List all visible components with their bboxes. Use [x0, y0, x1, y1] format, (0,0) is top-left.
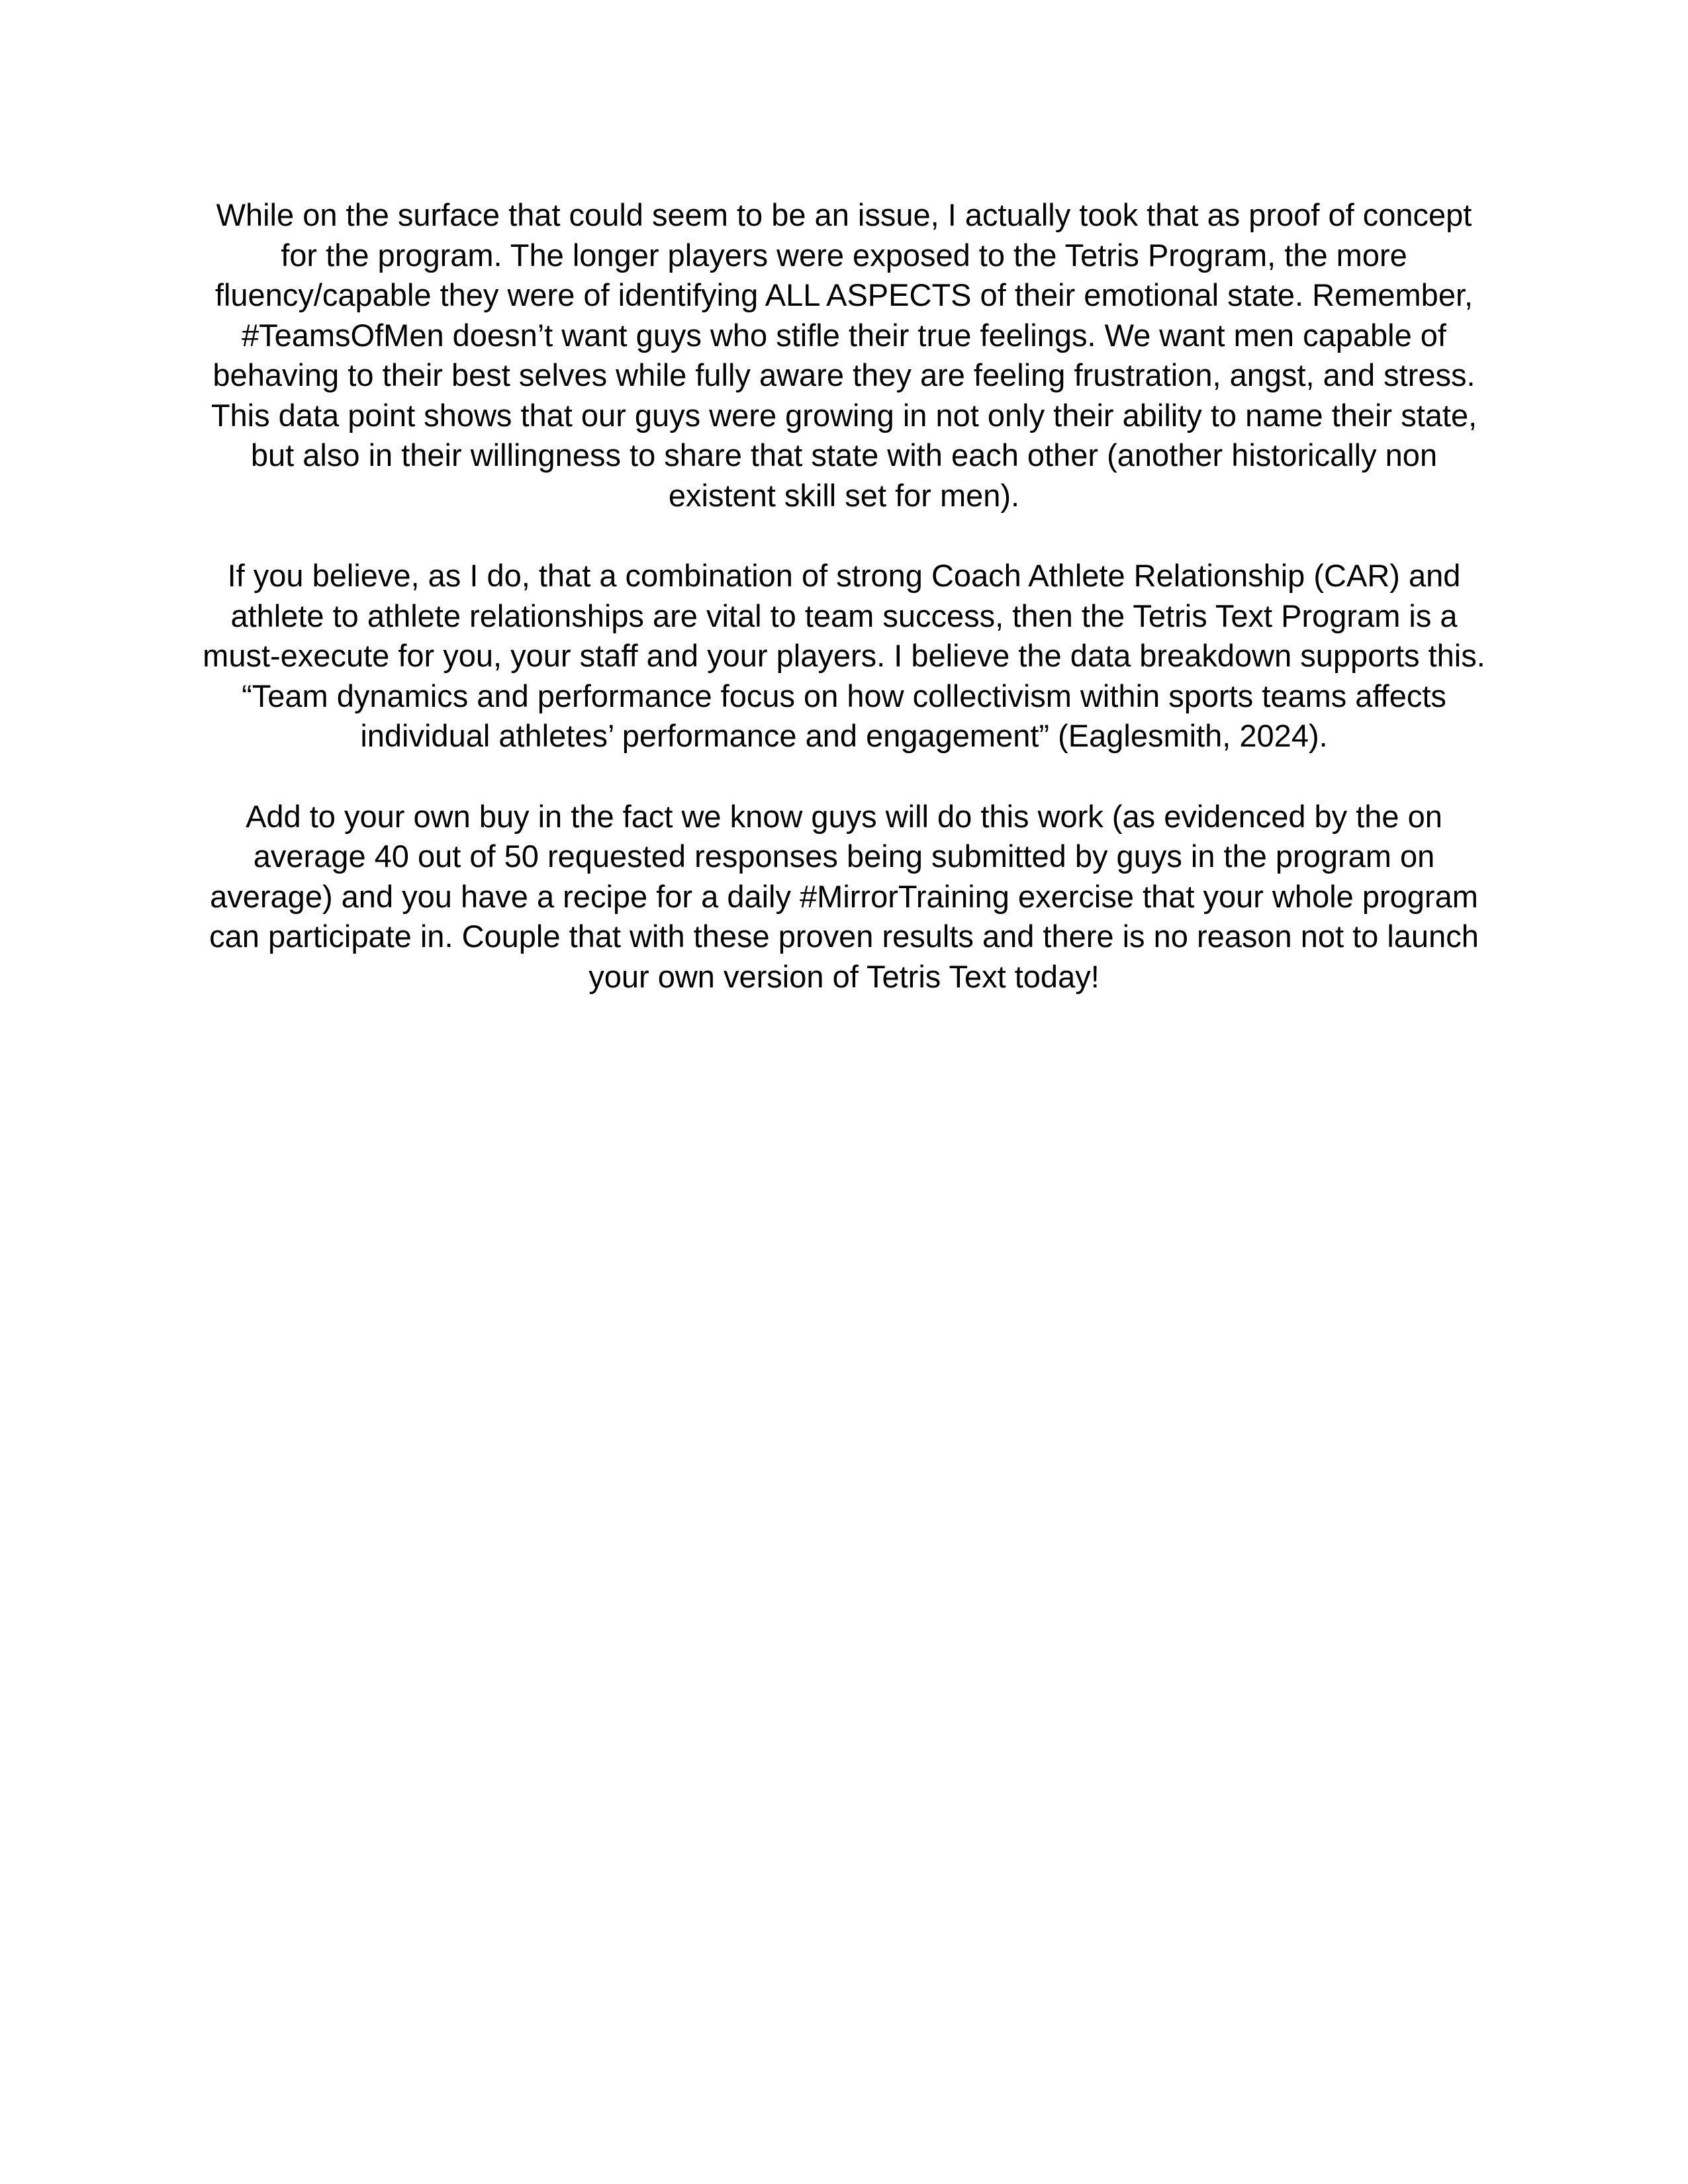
paragraph-proof-of-concept: While on the surface that could seem to be an issue, I actually took that as proof of concept for the program. The longer players were exposed to the Tetris Program, the more fluency/capable they were of identifying ALL ASPECTS of their emotional state. Remember, #TeamsOfMen doesn’t want guys who stifle their true feelings. We want men capable of behaving to their best selves while fully aware they are feeling frustration, angst, and stress. This data point shows that our guys were growing in not only their ability to name their state, but also in their willingness to share that state with each other (another historically non existent skill set for men). — [211, 197, 1477, 513]
document-body — [199, 195, 1489, 997]
paragraph-coach-athlete-relationship: If you believe, as I do, that a combination of strong Coach Athlete Relationship (CAR) and athlete to athlete relationships are vital to team success, then the Tetris Text Program is a must-execute for you, your staff and your players. I believe the data breakdown supports this. “Team dynamics and performance focus on how collectivism within sports teams affects individual athletes’ performance and engagement” (Eaglesmith, 2024). — [203, 558, 1485, 753]
paragraph-call-to-action: Add to your own buy in the fact we know guys will do this work (as evidenced by the on average 40 out of 50 requested responses being submitted by guys in the program on average) and you have a recipe for a daily #MirrorTraining exercise that your whole program can participate in. Couple that with these proven results and there is no reason not to launch your own version of Tetris Text today! — [209, 798, 1479, 994]
